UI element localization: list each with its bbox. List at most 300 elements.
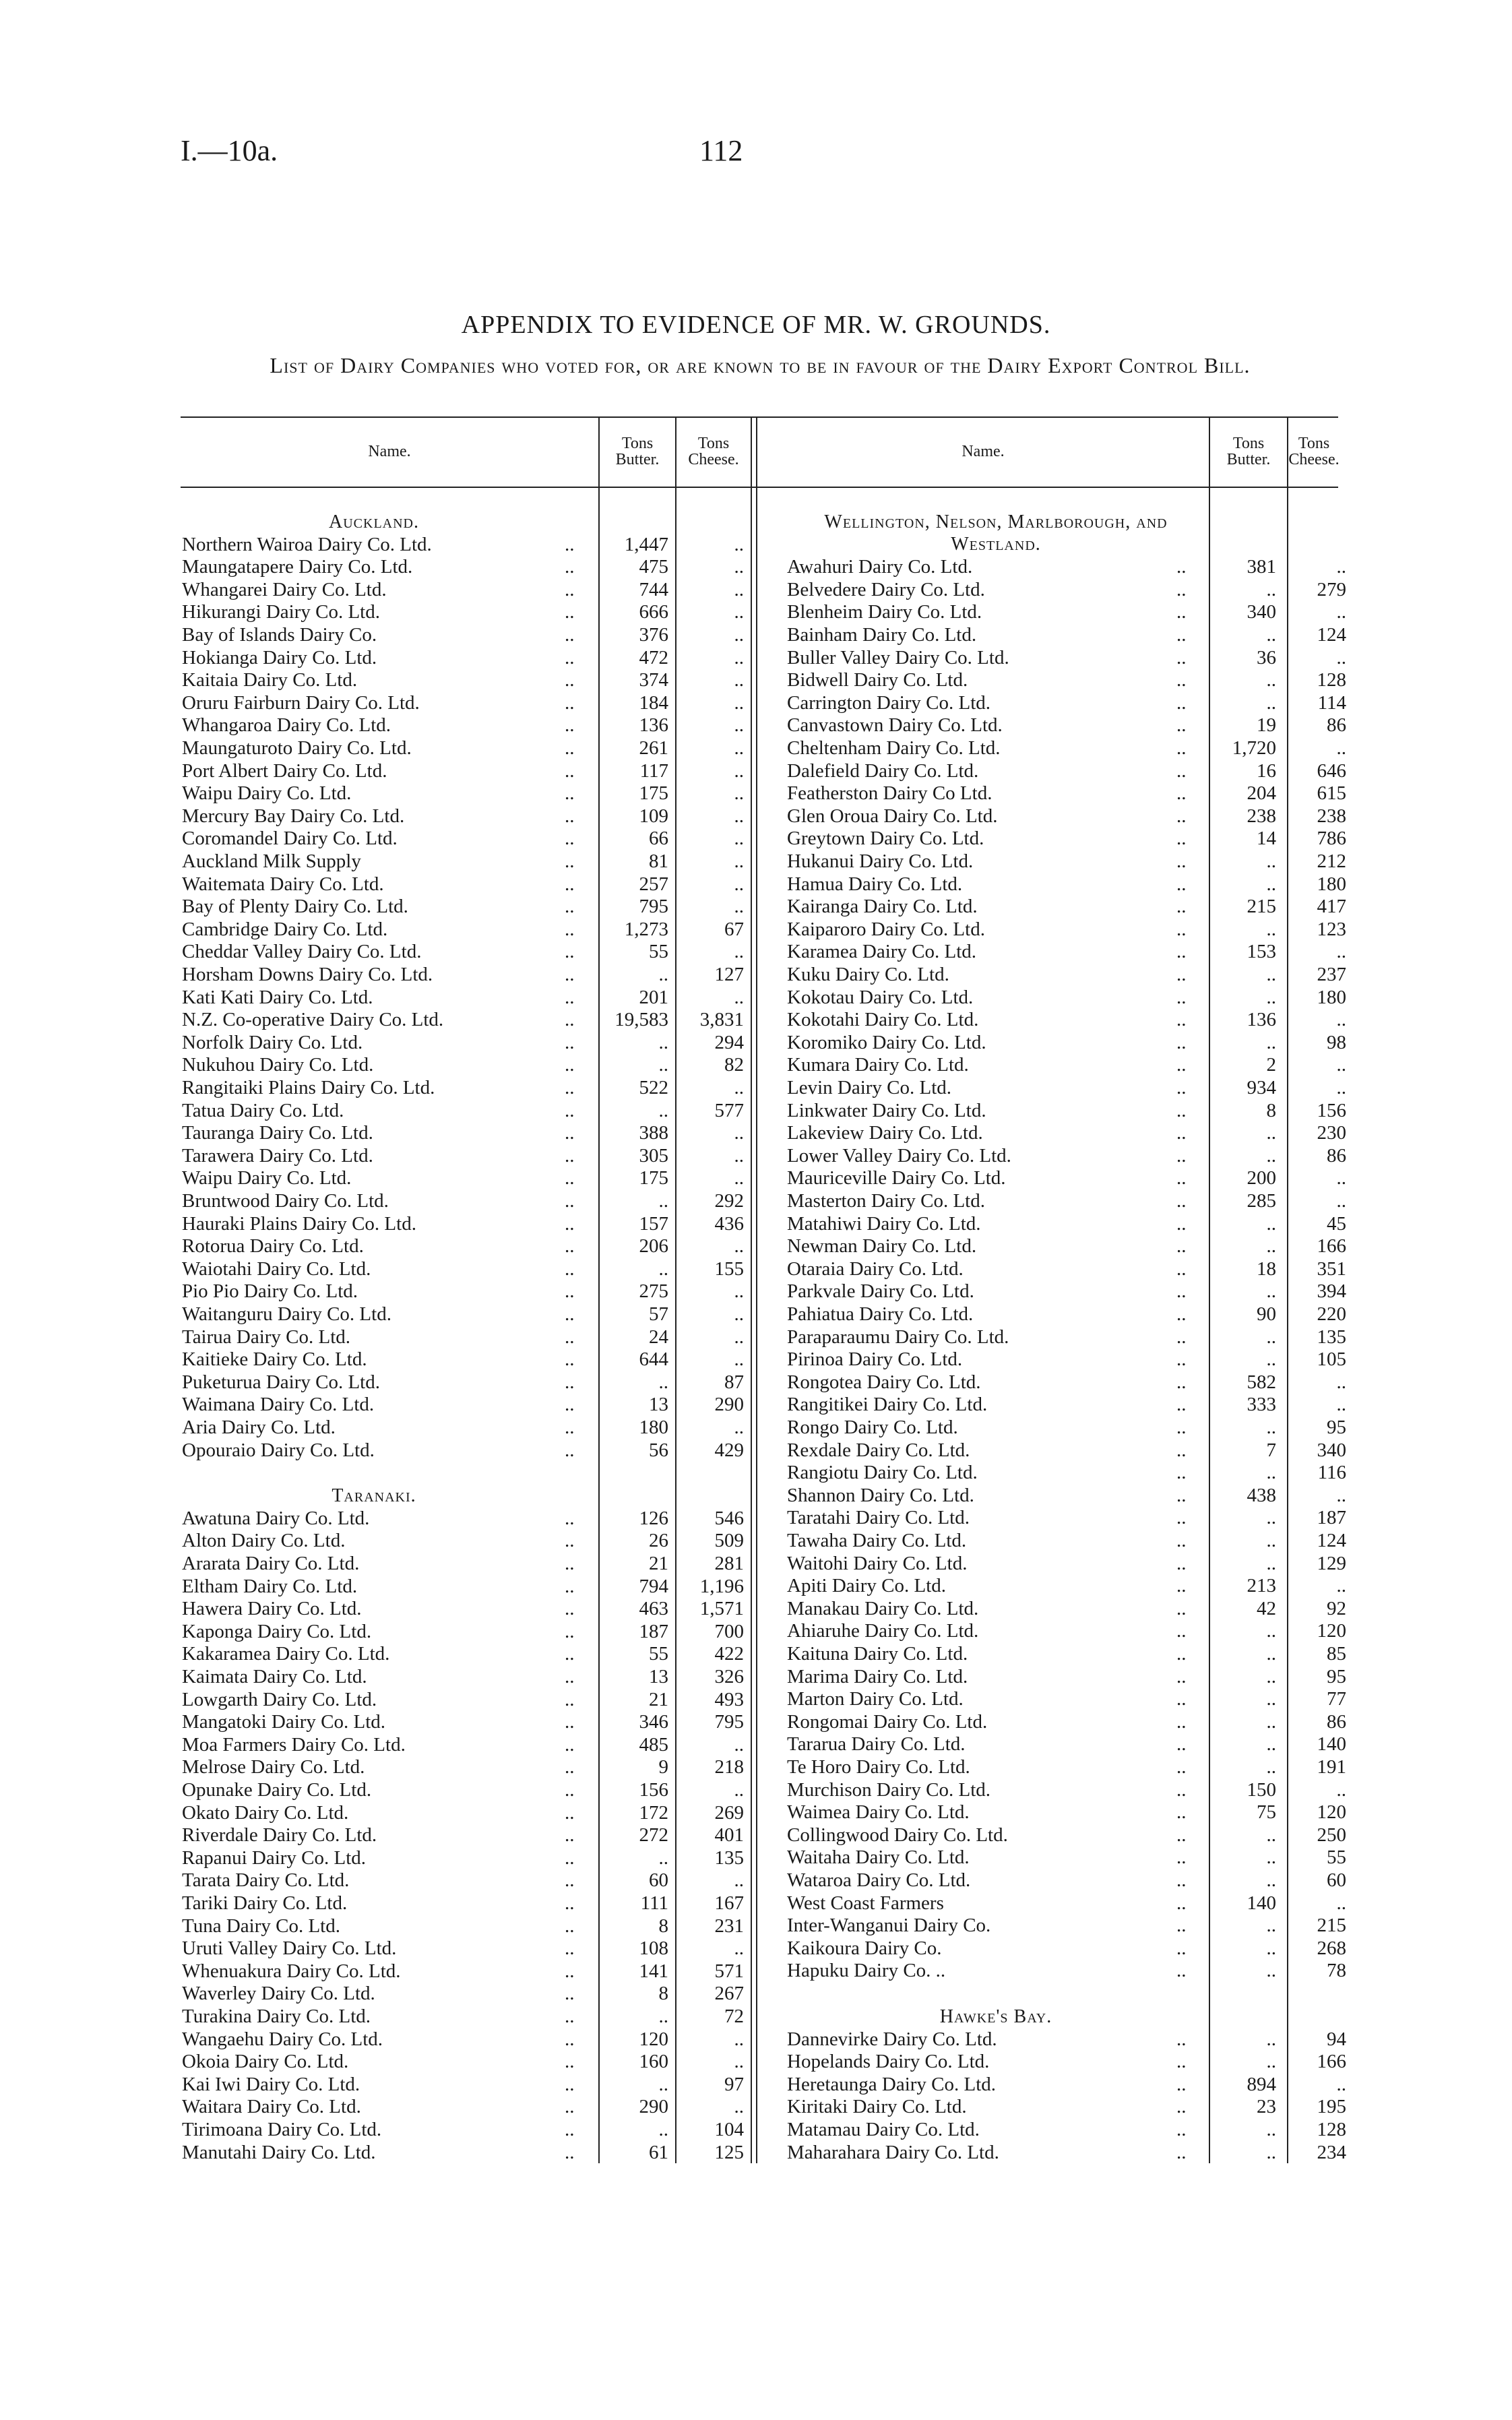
company-name: Taratahi Dairy Co. Ltd. (787, 1507, 970, 1529)
cheese-tons: 700 (714, 1620, 744, 1642)
butter-tons: .. (658, 2073, 668, 2095)
company-name: Mercury Bay Dairy Co. Ltd. (182, 805, 405, 827)
table-row (787, 1439, 1346, 1462)
table-row (182, 850, 744, 873)
butter-tons: .. (1266, 1915, 1276, 1937)
butter-tons: 108 (639, 1937, 668, 1960)
table-row (182, 1258, 744, 1280)
table-row (182, 1394, 744, 1416)
cheese-tons: 646 (1317, 759, 1346, 782)
cheese-tons: 394 (1317, 1280, 1346, 1303)
leader-dots: .. (1176, 873, 1187, 895)
cheese-tons: 351 (1317, 1258, 1346, 1280)
cheese-tons: 231 (714, 1915, 744, 1937)
company-name: Levin Dairy Co. Ltd. (787, 1077, 952, 1098)
table-row (787, 714, 1346, 737)
company-name: Cheltenham Dairy Co. Ltd. (787, 737, 1001, 759)
company-name: Opouraio Dairy Co. Ltd. (182, 1439, 375, 1461)
table-row (787, 1032, 1346, 1054)
cheese-tons: 250 (1317, 1824, 1346, 1846)
table-row (182, 2051, 744, 2073)
company-name: Bay of Islands Dairy Co. (182, 624, 377, 646)
cheese-tons: 267 (714, 1983, 744, 2005)
cheese-tons: .. (1336, 1892, 1346, 1914)
cheese-tons: 95 (1327, 1665, 1346, 1687)
table-row (787, 828, 1346, 850)
butter-tons: 463 (639, 1598, 668, 1620)
company-name: Linkwater Dairy Co. Ltd. (787, 1099, 986, 1121)
leader-dots: .. (565, 1235, 575, 1258)
leader-dots: .. (565, 1983, 575, 2005)
butter-tons: 13 (649, 1394, 668, 1416)
cheese-tons: 95 (1327, 1417, 1346, 1438)
company-name: Hawera Dairy Co. Ltd. (182, 1598, 362, 1620)
table-row (182, 1032, 744, 1054)
cheese-tons: 128 (1317, 2119, 1346, 2140)
cheese-tons: 128 (1317, 669, 1346, 691)
leader-dots: .. (1176, 2073, 1187, 2095)
company-name: Hamua Dairy Co. Ltd. (787, 873, 963, 895)
table-row (787, 1666, 1346, 1688)
table-row (182, 1824, 744, 1847)
table-row (182, 2074, 744, 2096)
company-name: N.Z. Co-operative Dairy Co. Ltd. (182, 1009, 444, 1031)
butter-tons: 285 (1247, 1190, 1276, 1212)
table-row (787, 1303, 1346, 1326)
leader-dots: .. (1176, 1144, 1187, 1167)
table-row (787, 1326, 1346, 1348)
company-name: Moa Farmers Dairy Co. Ltd. (182, 1733, 406, 1756)
table-row (787, 1756, 1346, 1778)
company-name: Bay of Plenty Dairy Co. Ltd. (182, 896, 408, 918)
cheese-tons: 326 (714, 1666, 744, 1687)
butter-tons: 438 (1247, 1484, 1276, 1506)
leader-dots: .. (565, 1733, 575, 1756)
cheese-tons: .. (734, 896, 744, 918)
leader-dots: .. (565, 1801, 575, 1824)
cheese-tons: .. (1336, 1484, 1346, 1506)
butter-tons: 14 (1257, 828, 1276, 850)
table-row (182, 2096, 744, 2118)
leader-dots: .. (565, 1439, 575, 1461)
leader-dots: .. (565, 1643, 575, 1665)
leader-dots: .. (565, 601, 575, 623)
leader-dots: .. (565, 1824, 575, 1847)
table-row (182, 1960, 744, 1983)
butter-tons: .. (1266, 918, 1276, 940)
butter-tons: 8 (658, 1915, 668, 1937)
butter-tons: .. (1266, 1937, 1276, 1959)
company-name: Kati Kati Dairy Co. Ltd. (182, 986, 373, 1008)
butter-tons: .. (1266, 1417, 1276, 1438)
cheese-tons: .. (734, 624, 744, 646)
leader-dots: .. (565, 1054, 575, 1076)
table-row (182, 2006, 744, 2028)
butter-tons: 381 (1247, 556, 1276, 578)
company-name: Heretaunga Dairy Co. Ltd. (787, 2073, 997, 2095)
cheese-tons: 180 (1317, 986, 1346, 1008)
leader-dots: .. (565, 1530, 575, 1552)
cheese-tons: 123 (1317, 918, 1346, 940)
company-name: Lower Valley Dairy Co. Ltd. (787, 1144, 1011, 1167)
leader-dots: .. (1176, 2028, 1187, 2050)
leader-dots: .. (1176, 1439, 1187, 1461)
table-row (182, 987, 744, 1009)
company-name: Collingwood Dairy Co. Ltd. (787, 1824, 1008, 1846)
butter-tons: 109 (639, 805, 668, 827)
leader-dots: .. (565, 850, 575, 872)
butter-tons: .. (1266, 1847, 1276, 1869)
company-name: Kaitieke Dairy Co. Ltd. (182, 1348, 367, 1371)
table-row (182, 2028, 744, 2051)
table-row (787, 737, 1346, 759)
leader-dots: .. (1176, 782, 1187, 805)
table-row (787, 692, 1346, 714)
table-row (182, 1756, 744, 1778)
cheese-tons: .. (734, 1303, 744, 1325)
cheese-tons: 77 (1327, 1688, 1346, 1710)
butter-tons: 644 (639, 1348, 668, 1371)
company-name: Turakina Dairy Co. Ltd. (182, 2006, 371, 2027)
leader-dots: .. (565, 759, 575, 782)
cheese-tons: 166 (1317, 2051, 1346, 2073)
table-row (182, 964, 744, 986)
right-cheese-header: Tons Cheese. (1288, 435, 1340, 468)
table-row (787, 1054, 1346, 1076)
cheese-tons: 135 (714, 1847, 744, 1869)
company-name: Waitohi Dairy Co. Ltd. (787, 1552, 968, 1574)
table-row (182, 1598, 744, 1620)
table-row (787, 1280, 1346, 1303)
company-name: Wangaehu Dairy Co. Ltd. (182, 2028, 383, 2050)
cheese-tons: 120 (1317, 1620, 1346, 1642)
company-name: Waitaha Dairy Co. Ltd. (787, 1847, 970, 1869)
butter-tons: .. (1266, 1507, 1276, 1529)
cheese-tons: .. (734, 1144, 744, 1167)
company-name: Uruti Valley Dairy Co. Ltd. (182, 1937, 397, 1960)
leader-dots: .. (1176, 1484, 1187, 1506)
table-row (182, 1530, 744, 1552)
company-name: Rapanui Dairy Co. Ltd. (182, 1847, 367, 1869)
cheese-tons: 294 (714, 1031, 744, 1053)
cheese-tons: .. (1336, 1575, 1346, 1597)
butter-tons: 582 (1247, 1371, 1276, 1393)
table-row (182, 556, 744, 578)
cheese-tons: .. (734, 646, 744, 669)
table-row (182, 1190, 744, 1212)
company-name: Riverdale Dairy Co. Ltd. (182, 1824, 377, 1847)
company-name: Hokianga Dairy Co. Ltd. (182, 646, 377, 669)
section-heading: Hawke's Bay. (939, 2006, 1052, 2027)
cheese-tons: 67 (724, 918, 744, 940)
butter-tons: .. (1266, 1960, 1276, 1982)
butter-tons: 57 (649, 1303, 668, 1325)
butter-tons: 9 (658, 1756, 668, 1778)
butter-tons: 136 (639, 714, 668, 737)
cheese-tons: .. (734, 1122, 744, 1144)
company-name: Paraparaumu Dairy Co. Ltd. (787, 1326, 1009, 1348)
company-name: Mangatoki Dairy Co. Ltd. (182, 1711, 386, 1733)
butter-tons: .. (1266, 1530, 1276, 1551)
cheese-tons: 230 (1317, 1122, 1346, 1144)
company-name: Lowgarth Dairy Co. Ltd. (182, 1688, 377, 1710)
butter-tons: 24 (649, 1326, 668, 1348)
leader-dots: .. (1176, 1009, 1187, 1031)
leader-dots: .. (1176, 1710, 1187, 1733)
cheese-tons: 45 (1327, 1212, 1346, 1235)
company-name: Maungaturoto Dairy Co. Ltd. (182, 737, 412, 759)
cheese-tons: .. (1336, 1009, 1346, 1031)
butter-tons: .. (1266, 1212, 1276, 1235)
leader-dots: .. (565, 1756, 575, 1778)
company-name: Horsham Downs Dairy Co. Ltd. (182, 964, 433, 985)
company-name: Waimana Dairy Co. Ltd. (182, 1394, 375, 1416)
table-row (182, 1371, 744, 1394)
leader-dots: .. (565, 828, 575, 850)
butter-tons: 388 (639, 1122, 668, 1144)
cheese-tons: .. (734, 873, 744, 895)
butter-tons: .. (1266, 2119, 1276, 2140)
company-name: Cheddar Valley Dairy Co. Ltd. (182, 941, 422, 963)
leader-dots: .. (1176, 1190, 1187, 1212)
cheese-tons: 279 (1317, 578, 1346, 600)
butter-tons: 19 (1257, 714, 1276, 737)
left-butter-header: Tons Butter. (615, 435, 660, 468)
leader-dots: .. (565, 669, 575, 691)
cheese-tons: 509 (714, 1530, 744, 1552)
leader-dots: .. (1176, 2141, 1187, 2163)
table-row (182, 1326, 744, 1348)
company-name: Hopelands Dairy Co. Ltd. (787, 2051, 990, 2073)
table-row (182, 624, 744, 646)
table-row (787, 1620, 1346, 1642)
butter-tons: 66 (649, 828, 668, 850)
table-row (182, 1621, 744, 1643)
table-row (787, 1122, 1346, 1144)
leader-dots: .. (1176, 691, 1187, 714)
cheese-tons: 92 (1327, 1597, 1346, 1619)
company-name: Kokotau Dairy Co. Ltd. (787, 986, 974, 1008)
cheese-tons: .. (1336, 1190, 1346, 1212)
leader-dots: .. (565, 1190, 575, 1212)
cheese-tons: 85 (1327, 1643, 1346, 1665)
leader-dots: .. (565, 2119, 575, 2140)
leader-dots: .. (1176, 759, 1187, 782)
table-row (182, 737, 744, 759)
butter-tons: 172 (639, 1801, 668, 1824)
cheese-tons: .. (734, 1326, 744, 1348)
table-row (787, 1145, 1346, 1167)
butter-tons: .. (1266, 850, 1276, 872)
table-row (787, 1937, 1346, 1960)
company-name: Alton Dairy Co. Ltd. (182, 1530, 346, 1552)
table-row (182, 1643, 744, 1665)
butter-tons: 200 (1247, 1167, 1276, 1189)
table-row (787, 1213, 1346, 1235)
company-name: Whenuakura Dairy Co. Ltd. (182, 1960, 401, 1982)
cheese-tons: 87 (724, 1371, 744, 1393)
leader-dots: .. (1176, 1167, 1187, 1189)
butter-tons: .. (1266, 1710, 1276, 1733)
butter-tons: 333 (1247, 1394, 1276, 1416)
cheese-tons: .. (734, 578, 744, 600)
table-row (182, 1734, 744, 1756)
cheese-tons: 281 (714, 1553, 744, 1574)
butter-tons: .. (1266, 669, 1276, 691)
table-row (787, 624, 1346, 646)
table-row (787, 1869, 1346, 1892)
cheese-tons: .. (1336, 601, 1346, 623)
cheese-tons: 268 (1317, 1937, 1346, 1959)
company-name: Kaponga Dairy Co. Ltd. (182, 1620, 372, 1642)
table-row (182, 1303, 744, 1326)
butter-tons: .. (1266, 2028, 1276, 2050)
leader-dots: .. (1176, 556, 1187, 578)
company-name: Ahiaruhe Dairy Co. Ltd. (787, 1620, 979, 1642)
table-row (182, 2119, 744, 2141)
company-name: Dalefield Dairy Co. Ltd. (787, 759, 979, 782)
company-name: Maungatapere Dairy Co. Ltd. (182, 556, 413, 578)
company-name: West Coast Farmers (787, 1892, 944, 1914)
butter-tons: .. (658, 1847, 668, 1869)
butter-tons: .. (1266, 1122, 1276, 1144)
table-row (182, 714, 744, 737)
company-name: Waipu Dairy Co. Ltd. (182, 782, 352, 805)
leader-dots: .. (565, 918, 575, 940)
company-name: Kaiparoro Dairy Co. Ltd. (787, 918, 985, 940)
leader-dots: .. (1176, 2119, 1187, 2140)
butter-tons: .. (1266, 1756, 1276, 1778)
company-name: Rangitaiki Plains Dairy Co. Ltd. (182, 1077, 435, 1098)
table-row (182, 1983, 744, 2005)
cheese-tons: 234 (1317, 2141, 1346, 2163)
table-row (182, 1666, 744, 1688)
cheese-tons: 292 (714, 1190, 744, 1212)
table-row (182, 828, 744, 850)
cheese-tons: 786 (1317, 828, 1346, 850)
cheese-tons: .. (734, 1077, 744, 1098)
company-name: Northern Wairoa Dairy Co. Ltd. (182, 533, 432, 555)
cheese-tons: 125 (714, 2141, 744, 2163)
table-row (787, 1575, 1346, 1597)
leader-dots: .. (565, 873, 575, 895)
butter-tons: 136 (1247, 1009, 1276, 1031)
table-row (182, 1077, 744, 1099)
leader-dots: .. (1176, 1869, 1187, 1891)
table-row (182, 2142, 744, 2164)
table-row (787, 1915, 1346, 1937)
butter-tons: 275 (639, 1280, 668, 1303)
table-row (787, 1779, 1346, 1801)
cheese-tons: 140 (1317, 1733, 1346, 1756)
butter-tons: 522 (639, 1077, 668, 1098)
leader-dots: .. (565, 737, 575, 759)
company-name: Glen Oroua Dairy Co. Ltd. (787, 805, 998, 827)
table-row (787, 941, 1346, 963)
company-name: Okoia Dairy Co. Ltd. (182, 2051, 349, 2073)
leader-dots: .. (1176, 941, 1187, 963)
cheese-tons: 120 (1317, 1801, 1346, 1824)
butter-tons: 81 (649, 850, 668, 872)
table-row (787, 2142, 1346, 2164)
table-row (182, 919, 744, 941)
leader-dots: .. (565, 1394, 575, 1416)
butter-tons: .. (1266, 1688, 1276, 1710)
cheese-tons: 155 (714, 1258, 744, 1280)
cheese-tons: 72 (724, 2006, 744, 2027)
leader-dots: .. (565, 1348, 575, 1371)
butter-tons: 156 (639, 1779, 668, 1801)
cheese-tons: .. (734, 1733, 744, 1756)
butter-tons: 794 (639, 1575, 668, 1597)
table-row (787, 760, 1346, 782)
butter-tons: 305 (639, 1144, 668, 1167)
butter-tons: 934 (1247, 1077, 1276, 1098)
company-name: Norfolk Dairy Co. Ltd. (182, 1031, 363, 1053)
leader-dots: .. (565, 646, 575, 669)
butter-tons: .. (1266, 964, 1276, 985)
butter-tons: 175 (639, 1167, 668, 1189)
cheese-tons: .. (1336, 1778, 1346, 1801)
leader-dots: .. (565, 1417, 575, 1438)
table-row (787, 579, 1346, 601)
butter-tons: 180 (639, 1417, 668, 1438)
cheese-tons: .. (734, 714, 744, 737)
company-name: Opunake Dairy Co. Ltd. (182, 1779, 372, 1801)
butter-tons: 61 (649, 2141, 668, 2163)
company-name: Rangiotu Dairy Co. Ltd. (787, 1462, 978, 1484)
butter-tons: .. (1266, 1869, 1276, 1891)
company-name: Murchison Dairy Co. Ltd. (787, 1778, 991, 1801)
company-name: Dannevirke Dairy Co. Ltd. (787, 2028, 997, 2050)
butter-tons: 1,447 (624, 533, 668, 555)
leader-dots: .. (1176, 1417, 1187, 1438)
butter-tons: .. (658, 964, 668, 985)
cheese-tons: .. (734, 2096, 744, 2118)
leader-dots: .. (1176, 1258, 1187, 1280)
company-name: Waitara Dairy Co. Ltd. (182, 2096, 361, 2118)
butter-tons: .. (1266, 986, 1276, 1008)
company-name: Kakaramea Dairy Co. Ltd. (182, 1643, 390, 1665)
table-row (787, 556, 1346, 578)
cheese-tons: 191 (1317, 1756, 1346, 1778)
cheese-tons: .. (734, 1167, 744, 1189)
butter-tons: 55 (649, 1643, 668, 1665)
leader-dots: .. (1176, 1665, 1187, 1687)
leader-dots: .. (565, 1303, 575, 1325)
cheese-tons: 114 (1317, 691, 1346, 714)
leader-dots: .. (565, 1009, 575, 1031)
cheese-tons: 238 (1317, 805, 1346, 827)
leader-dots: .. (1176, 578, 1187, 600)
cheese-tons: 615 (1317, 782, 1346, 805)
company-name: Hauraki Plains Dairy Co. Ltd. (182, 1212, 416, 1235)
cheese-tons: .. (734, 2028, 744, 2050)
leader-dots: .. (565, 2141, 575, 2163)
company-name: Belvedere Dairy Co. Ltd. (787, 578, 985, 600)
company-name: Kaikoura Dairy Co. (787, 1937, 942, 1959)
butter-tons: 472 (639, 646, 668, 669)
leader-dots: .. (1176, 1054, 1187, 1076)
leader-dots: .. (565, 1666, 575, 1687)
cheese-tons: .. (734, 1280, 744, 1303)
butter-tons: 21 (649, 1553, 668, 1574)
butter-tons: 213 (1247, 1575, 1276, 1597)
table-row (182, 601, 744, 623)
table-row (182, 1280, 744, 1303)
leader-dots: .. (565, 691, 575, 714)
butter-tons: 8 (1266, 1099, 1276, 1121)
